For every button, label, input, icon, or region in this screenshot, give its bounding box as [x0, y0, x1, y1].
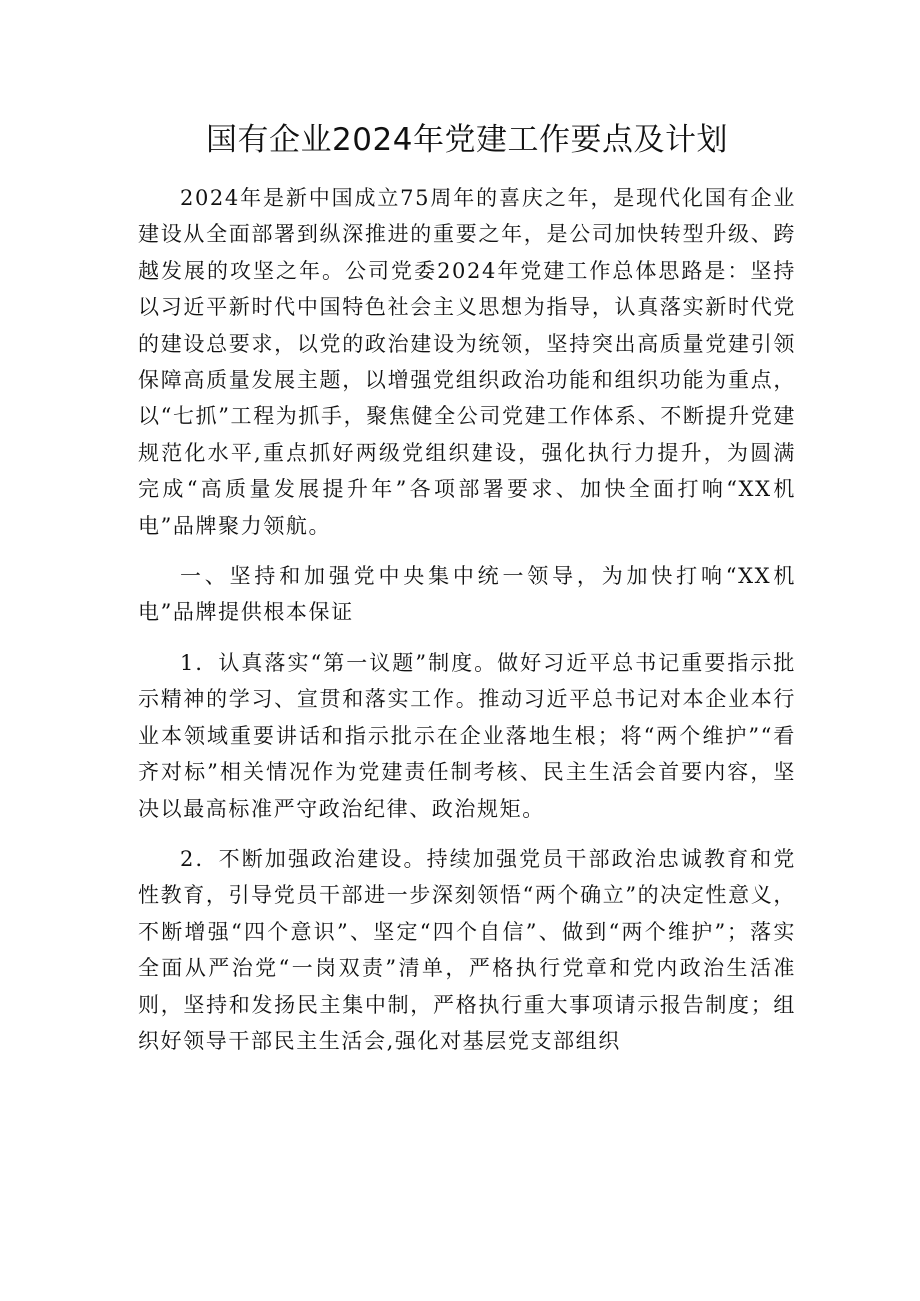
- intro-paragraph: 2024年是新中国成立75周年的喜庆之年，是现代化国有企业建设从全面部署到纵深推进的重要之年，是公司加快转型升级、跨越发展的攻坚之年。公司党委2024年党建工作总体思路是：坚持以习近平新时代中国特色社会主义思想为指导，认真落实新时代党的建设总要求，以党的政治建设为统领，坚持突出高质量党建引领保障高质量发展主题，以增强党组织政治功能和组织功能为重点，以“七抓”工程为抓手，聚焦健全公司党建工作体系、不断提升党建规范化水平,重点抓好两级党组织建设，强化执行力提升，为圆满完成“高质量发展提升年”各项部署要求、加快全面打响“XX机电”品牌聚力领航。: [138, 186, 796, 538]
- item-paragraph-1: 1．认真落实“第一议题”制度。做好习近平总书记重要指示批示精神的学习、宣贯和落实工作。推动习近平总书记对本企业本行业本领域重要讲话和指示批示在企业落地生根；将“两个维护”“看齐对标”相关情况作为党建责任制考核、民主生活会首要内容，坚决以最高标准严守政治纪律、政治规矩。: [138, 650, 796, 821]
- item-paragraph-2: 2．不断加强政治建设。持续加强党员干部政治忠诚教育和党性教育，引导党员干部进一步深刻领悟“两个确立”的决定性意义，不断增强“四个意识”、坚定“四个自信”、做到“两个维护”；落实全面从严治党“一岗双责”清单，严格执行党章和党内政治生活准则，坚持和发扬民主集中制，严格执行重大事项请示报告制度；组织好领导干部民主生活会,强化对基层党支部组织: [138, 846, 796, 1053]
- document-title: 国有企业2024年党建工作要点及计划: [206, 122, 728, 158]
- document-body: [138, 180, 796, 1059]
- section-heading-1: 一、坚持和加强党中央集中统一领导，为加快打响“XX机电”品牌提供根本保证: [138, 564, 796, 625]
